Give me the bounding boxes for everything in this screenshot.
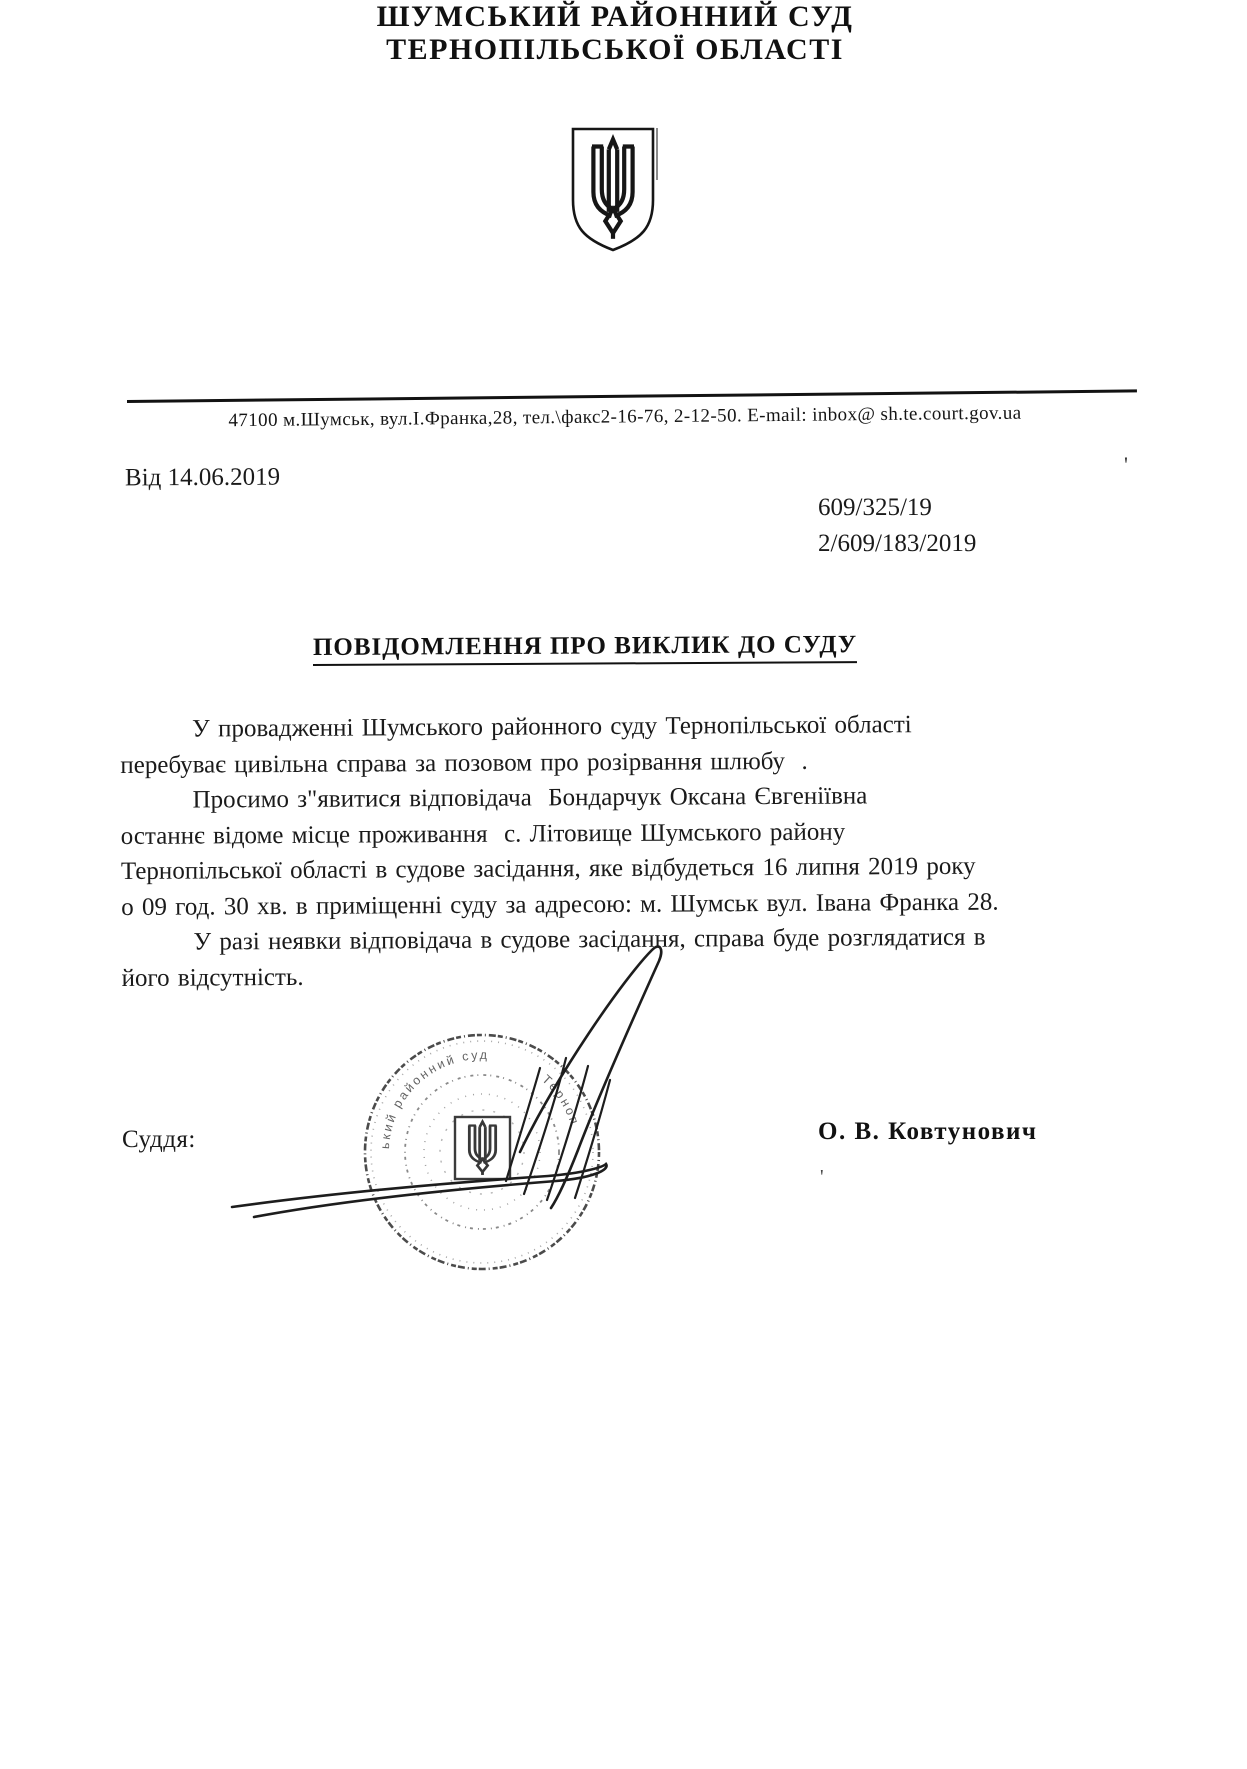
judge-label: Суддя:: [122, 1126, 196, 1153]
seal-ring-text-left: ький районний суд: [377, 1047, 490, 1150]
body-line: Просимо з"явитися відповідача Бондарчук Оксана Євгеніївна: [192, 782, 868, 814]
body-line: перебуває цивільна справа за позовом про розірвання шлюбу .: [120, 747, 808, 779]
body-line: останнє відоме місце проживання с. Літовище Шумського району: [120, 818, 846, 850]
scan-artifact-mark: ': [1124, 452, 1128, 477]
case-number-1: 609/325/19: [818, 494, 932, 521]
header-divider: [127, 389, 1137, 403]
court-address: 47100 м.Шумськ, вул.І.Франка,28, тел.\факс2-16-76, 2-12-50. E-mail: inbox@ sh.te.court.gov.ua: [228, 402, 1022, 432]
seal-trident-icon: [468, 1122, 496, 1175]
seal-ring-text-right: Терноп: [539, 1072, 583, 1129]
body-line: його відсутність.: [121, 963, 304, 992]
document-date: Від 14.06.2019: [124, 463, 281, 492]
scan-artifact-line: [656, 128, 658, 180]
document-body: [120, 706, 1027, 996]
body-line: У провадженні Шумського районного суду Тернопільської області: [192, 711, 912, 743]
case-number-2: 2/609/183/2019: [818, 530, 977, 557]
court-name: [0, 0, 1230, 66]
document-title: ПОВІДОМЛЕННЯ ПРО ВИКЛИК ДО СУДУ: [313, 631, 857, 666]
body-line: о 09 год. 30 хв. в приміщенні суду за адресою: м. Шумськ вул. Івана Франка 28.: [121, 888, 999, 921]
court-name-line2: ТЕРНОПІЛЬСЬКОЇ ОБЛАСТІ: [386, 33, 844, 66]
body-line: Тернопільської області в судове засідання, яке відбудеться 16 липня 2019 року: [120, 852, 976, 885]
court-name-line1: ШУМСЬКИЙ РАЙОННИЙ СУД: [376, 0, 854, 33]
court-seal: [365, 1035, 599, 1269]
body-line: У разі неявки відповідача в судове засідання, справа буде розглядатися в: [193, 923, 986, 956]
scan-artifact-tick: ': [820, 1166, 824, 1188]
judge-name: О. В. Ковтунович: [818, 1118, 1038, 1145]
coat-of-arms-icon: [573, 129, 653, 250]
